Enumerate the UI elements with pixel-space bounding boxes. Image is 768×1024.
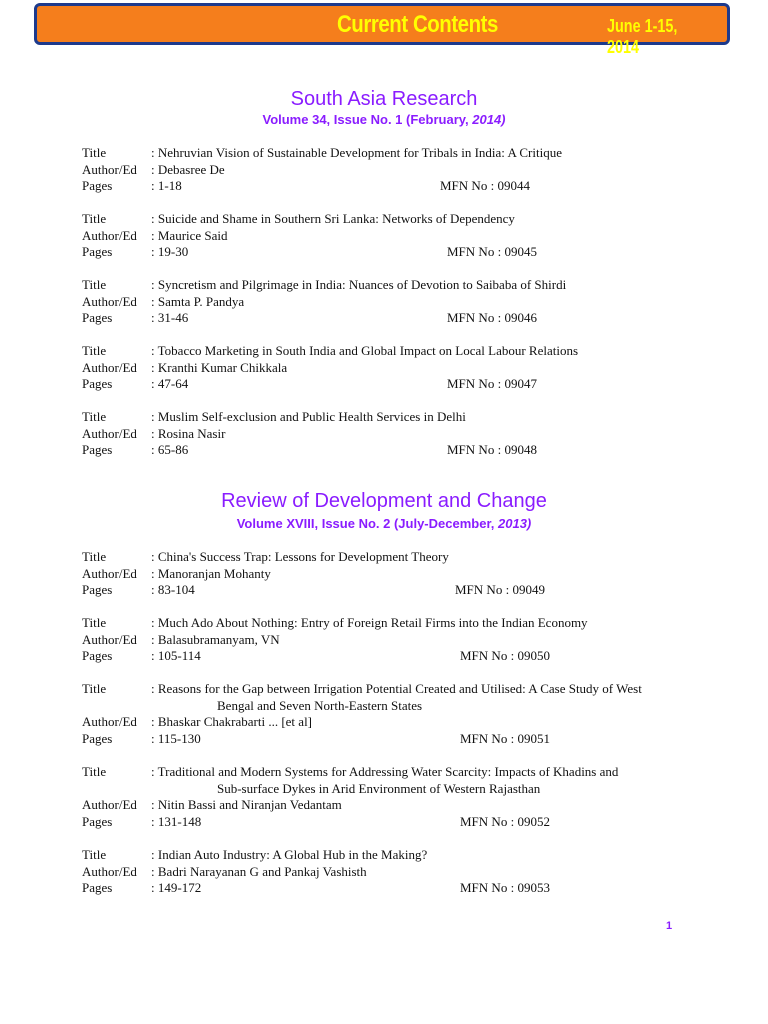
article-mfn: MFN No : 09045 [447, 244, 537, 259]
article-mfn: MFN No : 09053 [460, 880, 550, 895]
article-mfn: MFN No : 09049 [455, 582, 545, 597]
article-title: : Syncretism and Pilgrimage in India: Nuances of Devotion to Saibaba of Shirdi [151, 277, 567, 292]
article-entry: Title : Traditional and Modern Systems for Addressing Water Scarcity: Impacts of Khadins and Sub-surface Dykes in Arid Environment of Western Rajasthan Author/Ed : Nitin Bassi and Niranjan Vedantam Pages : 131-148 MFN No : 09052 [82, 764, 702, 830]
journal-volume: Volume 34, Issue No. 1 (February, 2014) [262, 112, 506, 127]
article-author: : Maurice Said [151, 227, 228, 243]
article-mfn: MFN No : 09044 [440, 178, 530, 193]
article-entry: Title : Indian Auto Industry: A Global Hub in the Making? Author/Ed : Badri Narayanan G and Pankaj Vashisth Pages : 149-172 MFN No : 09053 [82, 847, 550, 895]
article-pages: : 31-46 [151, 310, 189, 325]
article-mfn: MFN No : 09046 [447, 310, 537, 325]
article-mfn: MFN No : 09047 [447, 376, 537, 391]
header-title: Current Contents [337, 11, 498, 38]
article-pages: : 47-64 [151, 376, 189, 391]
article-pages: : 65-86 [151, 442, 189, 457]
article-entry: Title : Suicide and Shame in Southern Sri Lanka: Networks of Dependency Author/Ed : Maurice Said Pages : 19-30 MFN No : 09045 [82, 211, 537, 259]
article-author: : Manoranjan Mohanty [151, 565, 271, 581]
article-entry: Title : Syncretism and Pilgrimage in India: Nuances of Devotion to Saibaba of Shirdi Author/Ed : Samta P. Pandya Pages : 31-46 MFN No : 09046 [82, 277, 567, 325]
article-mfn: MFN No : 09048 [447, 442, 537, 457]
article-title: : Indian Auto Industry: A Global Hub in the Making? [151, 847, 428, 862]
article-pages: : 19-30 [151, 244, 189, 259]
article-title: : Suicide and Shame in Southern Sri Lanka: Networks of Dependency [151, 211, 515, 226]
article-author: : Samta P. Pandya [151, 293, 245, 309]
article-pages: : 1-18 [151, 178, 182, 193]
article-title: : Muslim Self-exclusion and Public Health Services in Delhi [151, 409, 466, 424]
article-entry: Title : Muslim Self-exclusion and Public Health Services in Delhi Author/Ed : Rosina Nasir Pages : 65-86 MFN No : 09048 [82, 409, 537, 457]
journal-title: South Asia Research [290, 88, 478, 110]
article-entry: Title : Much Ado About Nothing: Entry of Foreign Retail Firms into the Indian Economy Author/Ed : Balasubramanyam, VN Pages : 105-114 MFN No : 09050 [82, 615, 588, 663]
article-pages: : 105-114 [151, 648, 201, 663]
article-author: : Balasubramanyam, VN [151, 631, 280, 647]
article-entry: Title : China's Success Trap: Lessons for Development Theory Author/Ed : Manoranjan Mohanty Pages : 83-104 MFN No : 09049 [82, 549, 545, 597]
journal-title: Review of Development and Change [221, 490, 547, 512]
article-entry: Title : Nehruvian Vision of Sustainable Development for Tribals in India: A Critique Author/Ed : Debasree De Pages : 1-18 MFN No : 09044 [82, 145, 562, 193]
article-title: : Nehruvian Vision of Sustainable Development for Tribals in India: A Critique [151, 145, 562, 160]
article-title: : Reasons for the Gap between Irrigation Potential Created and Utilised: A Case Study of West Bengal and Seven North-Eastern States [151, 681, 642, 713]
article-pages: : 131-148 [151, 813, 202, 829]
header-date: June 1-15, 2014 [607, 16, 678, 57]
article-mfn: MFN No : 09051 [460, 730, 550, 746]
article-author: : Kranthi Kumar Chikkala [151, 359, 288, 375]
article-mfn: MFN No : 09050 [460, 648, 550, 663]
article-title: : Tobacco Marketing in South India and Global Impact on Local Labour Relations [151, 343, 579, 358]
article-author: : Rosina Nasir [151, 425, 226, 441]
journal-volume: Volume XVIII, Issue No. 2 (July-December, 2013) [236, 516, 532, 531]
article-author: : Nitin Bassi and Niranjan Vedantam [151, 797, 342, 812]
article-entry: Title : Reasons for the Gap between Irrigation Potential Created and Utilised: A Case Study of West Bengal and Seven North-Eastern States Author/Ed : Bhaskar Chakrabarti ... [et al] Pages : 115-130 MFN No : 09051 [82, 681, 702, 747]
article-title: : Much Ado About Nothing: Entry of Foreign Retail Firms into the Indian Economy [151, 615, 588, 630]
article-pages: : 149-172 [151, 880, 202, 895]
page-number: 1 [666, 920, 673, 932]
article-author: : Debasree De [151, 161, 225, 177]
article-entry: Title : Tobacco Marketing in South India and Global Impact on Local Labour Relations Author/Ed : Kranthi Kumar Chikkala Pages : 47-64 MFN No : 09047 [82, 343, 579, 391]
header-banner [34, 3, 730, 57]
article-pages: : 83-104 [151, 582, 195, 597]
article-title: : China's Success Trap: Lessons for Development Theory [151, 549, 449, 564]
article-author: : Badri Narayanan G and Pankaj Vashisth [151, 863, 367, 879]
article-mfn: MFN No : 09052 [460, 813, 550, 829]
article-pages: : 115-130 [151, 730, 201, 746]
article-title: : Traditional and Modern Systems for Addressing Water Scarcity: Impacts of Khadins and Sub-surface Dykes in Arid Environment of Western Rajasthan [151, 764, 619, 796]
article-author: : Bhaskar Chakrabarti ... [et al] [151, 714, 313, 729]
